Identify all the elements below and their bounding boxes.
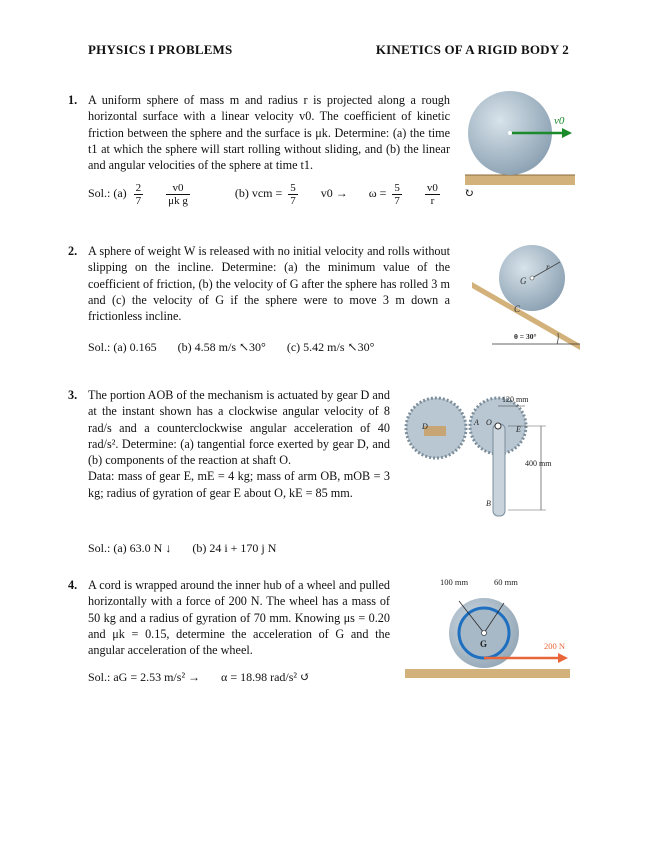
- problem-1: [68, 92, 450, 173]
- sol-a-coef: $\frac{2}{7}$: [135, 182, 142, 207]
- solution-2: [88, 340, 392, 355]
- sol-c-tail: ↻: [463, 186, 474, 201]
- problem-number: 4.: [68, 578, 78, 592]
- angle-label: θ = 30°: [514, 332, 537, 341]
- force-label: 200 N: [544, 641, 566, 651]
- label-e: E: [516, 425, 521, 434]
- solution-4: [88, 670, 328, 685]
- sol-c-coef: $\frac{5}{7}$: [394, 182, 400, 207]
- solution-3: [88, 541, 294, 556]
- sol-a: Sol.: (a) 63.0 N ↓: [88, 541, 172, 555]
- sol-b: α = 18.98 rad/s² ↺: [221, 670, 311, 684]
- sol-a: Sol.: aG = 2.53 m/s² →: [88, 670, 201, 684]
- solution-1: [88, 182, 492, 207]
- sol-b-label: (b) vcm =: [234, 186, 283, 201]
- sol-a-fraction: $\frac{v0}{\text{μk g}}$: [168, 182, 188, 207]
- dim-outer: 100 mm: [440, 577, 469, 587]
- problem-2: [68, 243, 450, 324]
- sol-b-coef: $\frac{5}{7}$: [290, 182, 296, 207]
- label-o: O: [486, 418, 492, 427]
- sol-c-fraction: $\frac{v0}{r}$: [426, 182, 438, 207]
- g-label: G: [520, 276, 527, 286]
- sol-c: (c) 5.42 m/s ↖30°: [286, 340, 375, 354]
- c-label: C: [514, 304, 521, 314]
- header-right: KINETICS OF A RIGID BODY 2: [375, 42, 569, 57]
- problem-text: A uniform sphere of mass m and radius r is projected along a rough horizontal surface with a linear velocity v0. The coefficient of kinetic friction between the sphere and the surface is μk. Determine: (a) the time t1 at which the sphere will start rolling without sliding, and (b) the linear and angular velocities of the sphere at time t1.: [88, 93, 450, 173]
- problem-text: A cord is wrapped around the inner hub of a wheel and pulled horizontally with a force of 200 N. The wheel has a mass of 50 kg and a radius of gyration of 70 mm. Knowing μs = 0.20 and μk = 0.15, determine the acceleration of G and the angular acceleration of the wheel.: [88, 578, 390, 658]
- arm-ob: [493, 424, 505, 516]
- label-d: D: [422, 422, 428, 431]
- r-label: r: [546, 262, 550, 272]
- sol-a: Sol.: (a) 0.165: [88, 340, 157, 354]
- g-label: G: [480, 639, 488, 649]
- floor: [465, 175, 575, 185]
- figure-3-gears: [398, 388, 568, 523]
- figure-2-incline: [462, 232, 587, 352]
- header-left: PHYSICS I PROBLEMS: [88, 42, 233, 57]
- top-dim: 120 mm: [502, 395, 529, 404]
- problem-text: The portion AOB of the mechanism is actuated by gear D and at the instant shown has a clockwise angular velocity of 8 rad/s and a counterclockwise angular acceleration of 40 rad/s². Determine: (a) tangential force exerted by gear D, and (b) components of the reaction at shaft O.: [88, 388, 390, 468]
- sol-b: (b) 4.58 m/s ↖30°: [177, 340, 266, 354]
- floor: [405, 669, 570, 678]
- problem-text: A sphere of weight W is released with no initial velocity and rolls without slipping on the incline. Determine: (a) the minimum value of the coefficient of friction, (b) the velocity of G after the sphere has rolled 3 m and (c) the velocity of G if the sphere were to move 3 m down a frictionless incline.: [88, 244, 450, 324]
- problem-4: [68, 577, 390, 658]
- label-b: B: [486, 499, 491, 508]
- problem-number: 2.: [68, 244, 78, 258]
- problem-data: Data: mass of gear E, mE = 4 kg; mass of arm OB, mOB = 3 kg; radius of gyration of gear E about O, kE = 85 mm.: [88, 469, 390, 500]
- side-dim: 400 mm: [525, 459, 552, 468]
- figure-1-sphere: [460, 88, 580, 193]
- figure-4-wheel: [400, 573, 575, 683]
- dim-inner: 60 mm: [494, 577, 518, 587]
- sol-b-tail: v0 →: [320, 186, 348, 201]
- label-a: A: [474, 418, 479, 427]
- sol-label: Sol.: (a): [88, 186, 127, 201]
- sol-b: (b) 24 i + 170 j N: [192, 541, 277, 555]
- velocity-label: v0: [554, 115, 565, 127]
- sol-c-label: ω =: [368, 186, 387, 201]
- problem-number: 1.: [68, 93, 78, 107]
- problem-number: 3.: [68, 388, 78, 402]
- problem-3: [68, 387, 390, 501]
